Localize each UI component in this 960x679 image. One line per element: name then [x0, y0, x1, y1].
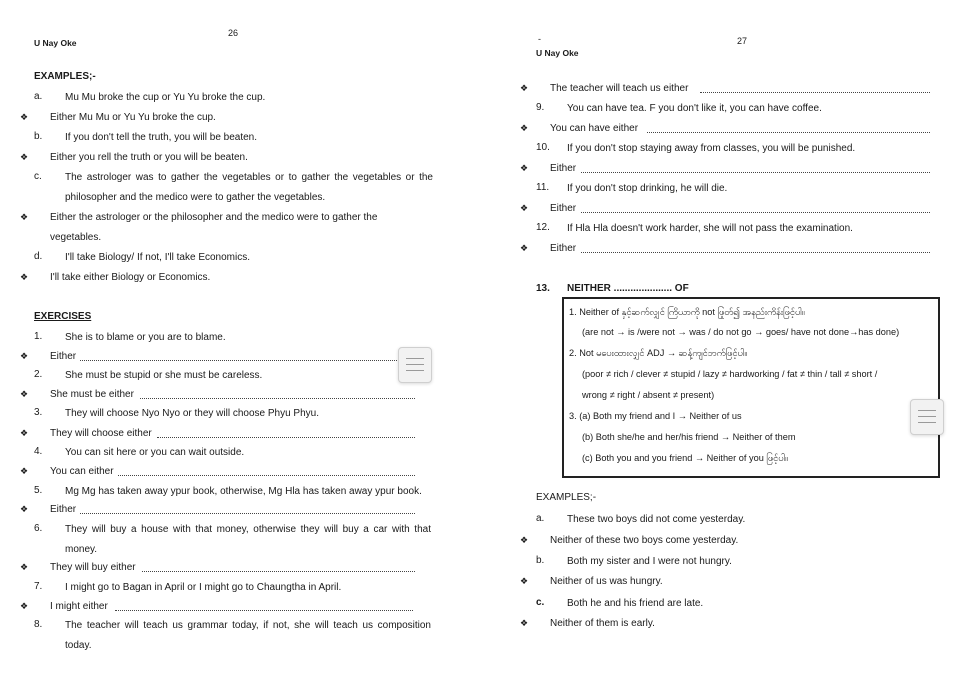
- example-line: Mu Mu broke the cup or Yu Yu broke the cup.: [65, 92, 266, 103]
- exercise-line: Either: [50, 351, 77, 362]
- example-line: Neither of us was hungry.: [550, 576, 663, 587]
- example-marker: b.: [34, 131, 43, 142]
- bullet-icon: ❖: [20, 389, 29, 399]
- bullet-icon: ❖: [520, 203, 529, 213]
- exercise-number: 7.: [34, 581, 43, 592]
- bullet-icon: ❖: [520, 618, 529, 628]
- bullet-icon: ❖: [20, 112, 29, 122]
- bullet-icon: ❖: [520, 243, 529, 253]
- section-number: 13.: [536, 283, 550, 294]
- answer-blank: [118, 475, 415, 476]
- example-line: Both he and his friend are late.: [567, 598, 704, 609]
- answer-blank: [647, 132, 930, 133]
- exercise-number: 1.: [34, 331, 43, 342]
- exercise-number: 2.: [34, 369, 43, 380]
- exercise-number: 12.: [536, 222, 550, 233]
- examples-heading: EXAMPLES;-: [536, 492, 597, 503]
- exercise-line: Either: [50, 504, 77, 515]
- menu-icon[interactable]: [398, 347, 432, 383]
- exercise-line: Either: [550, 163, 577, 174]
- rule-line: (c) Both you and you friend → Neither of you ဖြင့်ပါ။: [582, 453, 788, 463]
- bullet-icon: ❖: [20, 428, 29, 438]
- answer-blank: [700, 92, 930, 93]
- exercise-number: 8.: [34, 619, 43, 630]
- examples-heading: EXAMPLES;-: [34, 71, 96, 82]
- rule-line: 3. (a) Both my friend and I → Neither of us: [569, 411, 742, 421]
- example-line: These two boys did not come yesterday.: [567, 514, 746, 525]
- dash-mark: -: [538, 34, 541, 44]
- exercise-line: Either: [550, 203, 577, 214]
- example-line: The astrologer was to gather the vegetables or to gather the vegetables or the: [65, 172, 433, 183]
- exercise-line: They will choose either: [50, 428, 152, 439]
- exercise-line: If you don't stop drinking, he will die.: [567, 183, 728, 194]
- exercise-line: today.: [65, 640, 92, 651]
- answer-blank: [157, 437, 415, 438]
- exercise-line: Either: [550, 243, 577, 254]
- bullet-icon: ❖: [20, 152, 29, 162]
- answer-blank: [142, 571, 415, 572]
- author-name: U Nay Oke: [34, 38, 77, 48]
- example-line: I'll take Biology/ If not, I'll take Economics.: [65, 252, 251, 263]
- example-marker: a.: [536, 513, 545, 524]
- bullet-icon: ❖: [20, 601, 29, 611]
- rule-line: 2. Not မပေးထားလျှင် ADJ → ဆန့်ကျင်ဘက်ဖြင့်ပါ။: [569, 348, 748, 358]
- exercise-line: They will buy a house with that money, otherwise they will buy a car with that: [65, 524, 431, 535]
- bullet-icon: ❖: [520, 576, 529, 586]
- exercise-line: They will choose Nyo Nyo or they will choose Phyu Phyu.: [65, 408, 320, 419]
- rules-box: [562, 297, 940, 478]
- page-number: 27: [737, 36, 748, 46]
- exercise-line: You can sit here or you can wait outside.: [65, 447, 245, 458]
- bullet-icon: ❖: [520, 535, 529, 545]
- section-title: NEITHER ..................... OF: [567, 283, 689, 294]
- page-number: 26: [228, 28, 239, 38]
- exercise-number: 5.: [34, 485, 43, 496]
- answer-blank: [581, 172, 930, 173]
- exercise-line: Mg Mg has taken away ypur book, otherwise, Mg Hla has taken away ypur book.: [65, 486, 422, 497]
- example-marker: c.: [34, 171, 42, 182]
- exercise-line: The teacher will teach us either: [550, 83, 689, 94]
- exercise-line: If Hla Hla doesn't work harder, she will not pass the examination.: [567, 223, 853, 234]
- exercise-number: 4.: [34, 446, 43, 457]
- bullet-icon: ❖: [520, 123, 529, 133]
- exercise-number: 3.: [34, 407, 43, 418]
- exercise-number: 6.: [34, 523, 43, 534]
- exercise-line: The teacher will teach us grammar today, if not, she will teach us composition: [65, 620, 431, 631]
- bullet-icon: ❖: [520, 163, 529, 173]
- bullet-icon: ❖: [20, 466, 29, 476]
- answer-blank: [140, 398, 415, 399]
- example-line: philosopher and the medico were to gather the vegetables.: [65, 192, 326, 203]
- rule-line: (poor ≠ rich / clever ≠ stupid / lazy ≠ hardworking / fat ≠ thin / tall ≠ short /: [582, 369, 878, 379]
- exercises-heading: EXERCISES: [34, 311, 92, 322]
- bullet-icon: ❖: [20, 504, 29, 514]
- exercise-line: I might go to Bagan in April or I might go to Chaungtha in April.: [65, 582, 342, 593]
- exercise-line: money.: [65, 544, 98, 555]
- answer-blank: [581, 212, 930, 213]
- right-page: [480, 0, 960, 679]
- exercise-line: She must be stupid or she must be careless.: [65, 370, 263, 381]
- exercise-line: If you don't stop staying away from classes, you will be punished.: [567, 143, 856, 154]
- answer-blank: [115, 610, 413, 611]
- answer-blank: [80, 513, 415, 514]
- bullet-icon: ❖: [20, 351, 29, 361]
- rule-line: (are not → is /were not → was / do not go → goes/ have not done→has done): [582, 327, 900, 337]
- example-line: Either Mu Mu or Yu Yu broke the cup.: [50, 112, 216, 123]
- example-line: I'll take either Biology or Economics.: [50, 272, 211, 283]
- exercise-line: She is to blame or you are to blame.: [65, 332, 226, 343]
- exercise-line: You can have tea. F you don't like it, you can have coffee.: [567, 103, 822, 114]
- rule-line: (b) Both she/he and her/his friend → Neither of them: [582, 432, 796, 442]
- exercise-number: 10.: [536, 142, 550, 153]
- exercise-line: You can either: [50, 466, 114, 477]
- left-page: [0, 0, 470, 679]
- example-line: Both my sister and I were not hungry.: [567, 556, 732, 567]
- answer-blank: [581, 252, 930, 253]
- example-marker: c.: [536, 597, 545, 608]
- exercise-line: She must be either: [50, 389, 134, 400]
- exercise-line: I might either: [50, 601, 108, 612]
- example-marker: d.: [34, 251, 43, 262]
- menu-icon[interactable]: [910, 399, 944, 435]
- bullet-icon: ❖: [20, 272, 29, 282]
- example-line: Neither of these two boys come yesterday.: [550, 535, 739, 546]
- example-marker: a.: [34, 91, 43, 102]
- example-line: vegetables.: [50, 232, 102, 243]
- exercise-number: 9.: [536, 102, 545, 113]
- example-line: Either the astrologer or the philosopher and the medico were to gather the: [50, 212, 378, 223]
- example-marker: b.: [536, 555, 545, 566]
- author-name: U Nay Oke: [536, 48, 579, 58]
- exercise-line: You can have either: [550, 123, 639, 134]
- bullet-icon: ❖: [20, 562, 29, 572]
- example-line: If you don't tell the truth, you will be beaten.: [65, 132, 258, 143]
- rule-line: 1. Neither of နှင့်ဆက်လျှင် ကြိယာကို not ဖြုတ်၍ အနည်းကိန်းဖြင့်ပါ။: [569, 307, 805, 317]
- bullet-icon: ❖: [520, 83, 529, 93]
- example-line: Either you rell the truth or you will be beaten.: [50, 152, 248, 163]
- rule-line: wrong ≠ right / absent ≠ present): [582, 390, 715, 400]
- exercise-line: They will buy either: [50, 562, 136, 573]
- bullet-icon: ❖: [20, 212, 29, 222]
- example-line: Neither of them is early.: [550, 618, 655, 629]
- answer-blank: [80, 360, 415, 361]
- exercise-number: 11.: [536, 182, 550, 193]
